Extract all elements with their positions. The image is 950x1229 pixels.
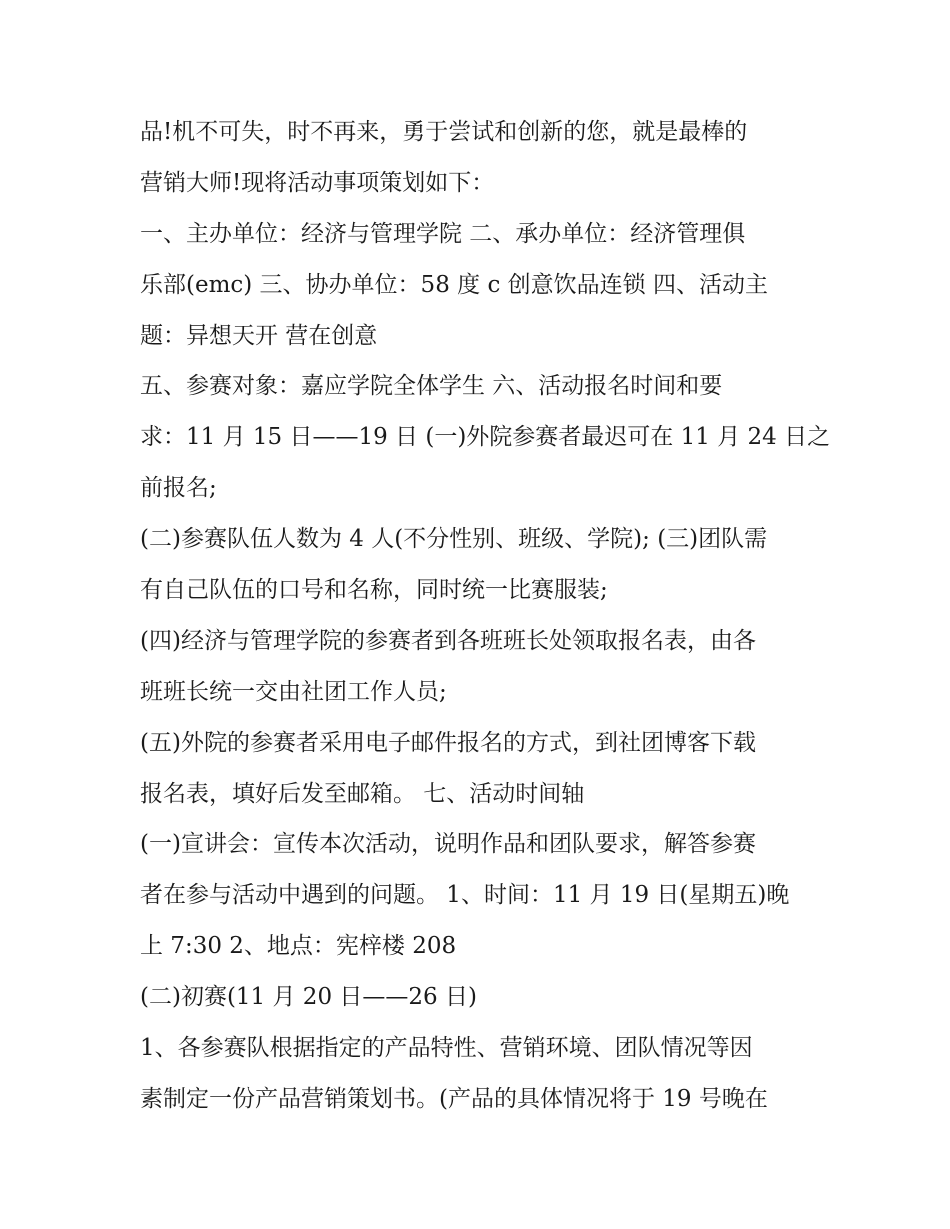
text-line: 一、主办单位：经济与管理学院 二、承办单位：经济管理俱 [140,220,746,247]
text-line: (一)宣讲会：宣传本次活动，说明作品和团队要求，解答参赛 [140,831,756,858]
text-line: 班班长统一交由社团工作人员; [140,678,447,705]
text-line: (二)初赛(11 月 20 日——26 日) [140,984,477,1011]
text-line: 求：11 月 15 日——19 日 (一)外院参赛者最迟可在 11 月 24 日之 [140,424,831,451]
document-body [140,107,831,1125]
text-line: 素制定一份产品营销策划书。(产品的具体情况将于 19 号晚在 [140,1085,768,1112]
text-line: 有自己队伍的口号和名称，同时统一比赛服装; [140,577,608,604]
text-line: 上 7:30 2、地点：宪梓楼 208 [140,933,457,960]
text-line: 五、参赛对象：嘉应学院全体学生 六、活动报名时间和要 [140,373,723,400]
text-line: 乐部(emc) 三、协办单位：58 度 c 创意饮品连锁 四、活动主 [140,271,768,298]
text-line: (五)外院的参赛者采用电子邮件报名的方式，到社团博客下载 [140,729,756,756]
text-line: 1、各参赛队根据指定的产品特性、营销环境、团队情况等因 [140,1035,753,1062]
text-line: 营销大师!现将活动事项策划如下： [140,169,495,196]
text-line: 报名表，填好后发至邮箱。 七、活动时间轴 [140,780,585,807]
text-line: 前报名; [140,475,217,502]
text-line: (四)经济与管理学院的参赛者到各班班长处领取报名表，由各 [140,627,756,654]
text-line: 品!机不可失，时不再来，勇于尝试和创新的您，就是最棒的 [140,119,748,145]
text-line: 题：异想天开 营在创意 [140,322,378,349]
text-line: 者在参与活动中遇到的问题。 1、时间：11 月 19 日(星期五)晚 [140,882,790,909]
text-line: (二)参赛队伍人数为 4 人(不分性别、班级、学院); (三)团队需 [140,526,768,553]
